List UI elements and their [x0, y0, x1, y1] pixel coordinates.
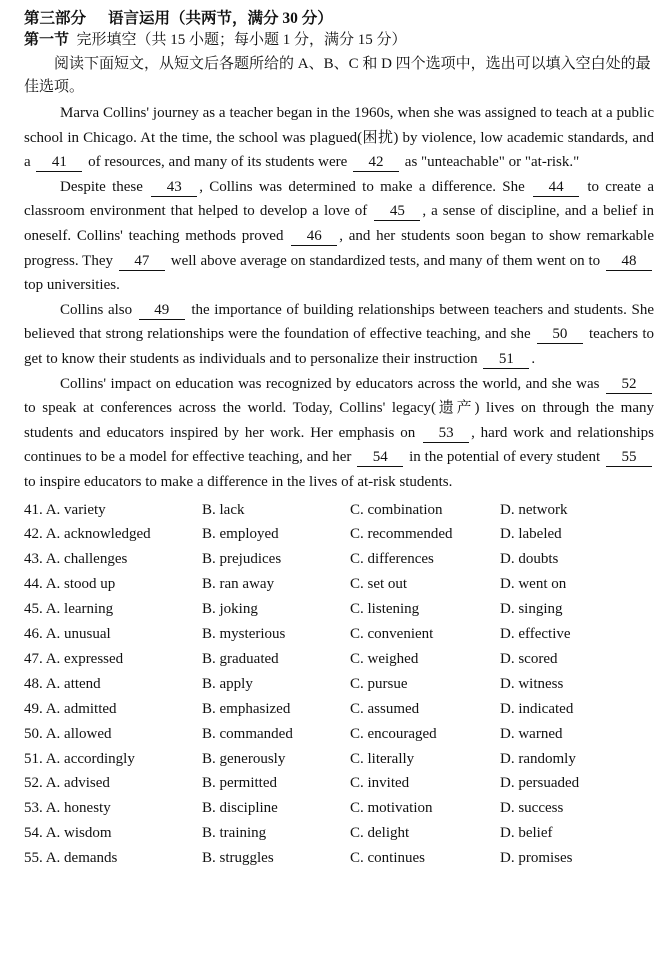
blank-43: 43 — [151, 179, 197, 197]
option-c: C. delight — [350, 825, 410, 842]
blank-53: 53 — [423, 425, 469, 443]
option-c: C. continues — [350, 850, 426, 867]
option-text: listening — [367, 601, 420, 618]
option-text: singing — [518, 601, 563, 618]
blank-52: 52 — [606, 376, 652, 394]
option-a: 45. A. learning — [24, 601, 114, 618]
question-row — [24, 747, 654, 772]
option-b: B. commanded — [202, 725, 293, 742]
option-text: network — [518, 501, 568, 518]
blank-45: 45 — [374, 203, 420, 221]
option-c: C. set out — [350, 576, 408, 593]
option-text: promises — [518, 850, 573, 867]
option-b: B. graduated — [202, 650, 279, 667]
option-text: success — [518, 800, 564, 817]
option-c: C. convenient — [350, 626, 434, 643]
passage-paragraph — [24, 372, 654, 495]
passage-text: Collins' impact on education was recognized by educators across the world, and she was — [60, 375, 604, 392]
option-d: D. promises — [500, 850, 573, 867]
option-text: recommended — [367, 526, 453, 543]
options-list — [24, 498, 654, 872]
question-number: 52 — [24, 775, 39, 792]
option-text: attend — [64, 675, 101, 692]
option-d: D. labeled — [500, 526, 562, 543]
question-number: 45 — [24, 601, 39, 618]
option-text: delight — [367, 825, 410, 842]
option-text: doubts — [518, 551, 559, 568]
question-row — [24, 796, 654, 821]
option-a: 44. A. stood up — [24, 576, 116, 593]
option-a: 49. A. admitted — [24, 700, 117, 717]
option-d: D. indicated — [500, 700, 574, 717]
passage-text: to speak at conferences across the world. Today, Collins' legacy(遗产) lives on through the many students and educators inspired by her work. Her emphasis on — [24, 400, 654, 441]
option-text: invited — [367, 775, 410, 792]
question-row — [24, 547, 654, 572]
option-b: B. prejudices — [202, 551, 282, 568]
blank-48: 48 — [606, 253, 652, 271]
option-text: prejudices — [219, 551, 282, 568]
option-b: B. lack — [202, 501, 245, 518]
option-text: belief — [518, 825, 553, 842]
option-text: effective — [518, 626, 571, 643]
option-text: struggles — [219, 850, 274, 867]
option-a: 48. A. attend — [24, 675, 101, 692]
option-d: D. network — [500, 501, 568, 518]
question-number: 46 — [24, 626, 39, 643]
option-c: C. combination — [350, 501, 443, 518]
option-d: D. warned — [500, 725, 563, 742]
option-d: D. randomly — [500, 750, 576, 767]
passage-text: Collins also — [60, 301, 137, 318]
option-b: B. struggles — [202, 850, 274, 867]
option-text: advised — [64, 775, 110, 792]
passage-paragraph — [24, 101, 654, 175]
option-text: went on — [518, 576, 567, 593]
option-text: allowed — [64, 725, 112, 742]
option-text: convenient — [367, 626, 434, 643]
option-text: discipline — [219, 800, 278, 817]
blank-41: 41 — [36, 154, 82, 172]
option-text: witness — [518, 675, 564, 692]
option-d: D. witness — [500, 675, 564, 692]
option-a: 41. A. variety — [24, 501, 106, 518]
option-text: set out — [367, 576, 408, 593]
question-number: 54 — [24, 825, 39, 842]
option-text: expressed — [64, 650, 124, 667]
passage-paragraph — [24, 175, 654, 298]
option-d: D. doubts — [500, 551, 559, 568]
option-text: scored — [518, 650, 558, 667]
option-text: randomly — [518, 750, 576, 767]
question-row — [24, 672, 654, 697]
option-c: C. motivation — [350, 800, 433, 817]
option-text: joking — [219, 601, 258, 618]
question-row — [24, 498, 654, 523]
option-text: generously — [219, 750, 286, 767]
question-number: 53 — [24, 800, 39, 817]
option-b: B. apply — [202, 675, 253, 692]
question-number: 43 — [24, 551, 39, 568]
option-text: labeled — [518, 526, 562, 543]
passage — [24, 101, 654, 495]
option-text: demands — [64, 850, 118, 867]
option-d: D. went on — [500, 576, 567, 593]
option-b: B. permitted — [202, 775, 277, 792]
option-text: permitted — [219, 775, 277, 792]
option-c: C. weighed — [350, 650, 419, 667]
passage-text: the importance of building relationships between teachers and students. She believed that strong relationships were the foundation of effective teaching, and she — [24, 301, 654, 343]
option-d: D. scored — [500, 650, 558, 667]
option-a: 43. A. challenges — [24, 551, 128, 568]
option-text: admitted — [64, 700, 117, 717]
blank-54: 54 — [357, 449, 403, 467]
question-row — [24, 722, 654, 747]
question-number: 49 — [24, 700, 39, 717]
option-c: C. pursue — [350, 675, 408, 692]
question-row — [24, 771, 654, 796]
question-row — [24, 572, 654, 597]
option-text: learning — [64, 601, 114, 618]
option-a: 42. A. acknowledged — [24, 526, 151, 543]
option-d: D. effective — [500, 626, 571, 643]
option-c: C. listening — [350, 601, 420, 618]
passage-paragraph — [24, 298, 654, 372]
option-text: challenges — [64, 551, 128, 568]
option-a: 47. A. expressed — [24, 650, 124, 667]
option-text: ran away — [219, 576, 275, 593]
option-c: C. literally — [350, 750, 415, 767]
question-row — [24, 697, 654, 722]
option-text: emphasized — [219, 700, 291, 717]
passage-text: to create a classroom environment that helped to develop a love of — [24, 178, 655, 220]
option-text: indicated — [518, 700, 574, 717]
option-text: persuaded — [518, 775, 580, 792]
question-number: 55 — [24, 850, 39, 867]
section-title: 第一节 — [24, 32, 70, 48]
option-a: 46. A. unusual — [24, 626, 111, 643]
option-b: B. emphasized — [202, 700, 291, 717]
option-c: C. recommended — [350, 526, 453, 543]
option-text: acknowledged — [64, 526, 151, 543]
option-b: B. generously — [202, 750, 286, 767]
section-heading — [24, 29, 654, 51]
part-subtitle: 语言运用（共两节，满分 30 分） — [108, 10, 333, 27]
question-number: 44 — [24, 576, 39, 593]
option-text: assumed — [367, 700, 420, 717]
option-text: differences — [367, 551, 434, 568]
part-heading — [24, 8, 654, 29]
question-row — [24, 647, 654, 672]
question-number: 51 — [24, 750, 39, 767]
option-a: 55. A. demands — [24, 850, 118, 867]
option-text: continues — [367, 850, 426, 867]
blank-55: 55 — [606, 449, 652, 467]
option-c: C. encouraged — [350, 725, 437, 742]
option-a: 53. A. honesty — [24, 800, 111, 817]
option-a: 50. A. allowed — [24, 725, 112, 742]
passage-text: to inspire educators to make a difference in the lives of at-risk students. — [24, 473, 453, 490]
section-subtitle: 完形填空（共 15 小题；每小题 1 分，满分 15 分） — [76, 32, 407, 48]
option-b: B. mysterious — [202, 626, 286, 643]
passage-text: teachers to get to know their students as individuals and to personalize their instruction — [24, 326, 654, 367]
instruction-text: 阅读下面短文，从短文后各题所给的 A、B、C 和 D 四个选项中，选出可以填入空白处的最佳选项。 — [24, 56, 651, 95]
question-row — [24, 821, 654, 846]
option-c: C. invited — [350, 775, 410, 792]
passage-text: , a sense of discipline, and a belief in oneself. Collins' teaching methods proved — [24, 203, 654, 244]
passage-text: top universities. — [24, 277, 120, 294]
option-b: B. employed — [202, 526, 279, 543]
option-d: D. persuaded — [500, 775, 580, 792]
option-text: employed — [219, 526, 279, 543]
passage-text: in the potential of every student — [405, 449, 604, 466]
question-row — [24, 622, 654, 647]
option-text: motivation — [367, 800, 433, 817]
option-text: commanded — [219, 725, 293, 742]
passage-text: of resources, and many of its students were — [84, 154, 352, 171]
passage-text: , and her students soon began to show remarkable progress. They — [24, 227, 654, 269]
option-c: C. differences — [350, 551, 434, 568]
option-d: D. singing — [500, 601, 563, 618]
option-text: graduated — [219, 650, 279, 667]
option-text: encouraged — [367, 725, 437, 742]
blank-47: 47 — [119, 253, 165, 271]
passage-text: . — [531, 350, 536, 367]
option-b: B. training — [202, 825, 267, 842]
blank-42: 42 — [353, 154, 399, 172]
passage-text: , hard work and relationships continues to be a model for effective teaching, and her — [24, 424, 655, 466]
option-a: 51. A. accordingly — [24, 750, 135, 767]
blank-46: 46 — [291, 228, 337, 246]
option-d: D. success — [500, 800, 564, 817]
passage-text: well above average on standardized tests, and many of them went on to — [166, 252, 605, 269]
option-text: stood up — [64, 576, 116, 593]
option-d: D. belief — [500, 825, 553, 842]
option-a: 54. A. wisdom — [24, 825, 112, 842]
question-row — [24, 597, 654, 622]
option-text: accordingly — [64, 750, 135, 767]
option-c: C. assumed — [350, 700, 420, 717]
option-text: honesty — [64, 800, 111, 817]
question-number: 41 — [24, 501, 39, 518]
option-b: B. ran away — [202, 576, 275, 593]
option-text: pursue — [367, 675, 408, 692]
passage-text: Despite these — [60, 178, 150, 195]
option-a: 52. A. advised — [24, 775, 110, 792]
blank-51: 51 — [483, 351, 529, 369]
blank-44: 44 — [533, 179, 579, 197]
option-b: B. discipline — [202, 800, 278, 817]
question-row — [24, 846, 654, 871]
passage-text: , Collins was determined to make a difference. She — [199, 178, 532, 195]
option-text: literally — [367, 750, 415, 767]
option-text: warned — [518, 725, 563, 742]
option-text: training — [219, 825, 267, 842]
blank-50: 50 — [537, 326, 583, 344]
question-number: 50 — [24, 725, 39, 742]
option-text: unusual — [64, 626, 111, 643]
option-text: apply — [219, 675, 253, 692]
option-text: combination — [367, 501, 443, 518]
option-text: lack — [219, 501, 245, 518]
passage-text: as "unteachable" or "at-risk." — [401, 154, 580, 171]
blank-49: 49 — [139, 302, 185, 320]
question-number: 48 — [24, 675, 39, 692]
part-title: 第三部分 — [24, 10, 87, 27]
option-text: variety — [64, 501, 106, 518]
option-text: mysterious — [219, 626, 286, 643]
question-number: 42 — [24, 526, 39, 543]
option-b: B. joking — [202, 601, 258, 618]
option-text: weighed — [367, 650, 419, 667]
question-row — [24, 522, 654, 547]
option-text: wisdom — [64, 825, 112, 842]
passage-text: Marva Collins' journey as a teacher began in the 1960s, when she was assigned to teach at a public school in Chicago. At the time, the school was plagued(困扰) by violence, low academic standards, and a — [24, 105, 654, 171]
question-number: 47 — [24, 650, 39, 667]
